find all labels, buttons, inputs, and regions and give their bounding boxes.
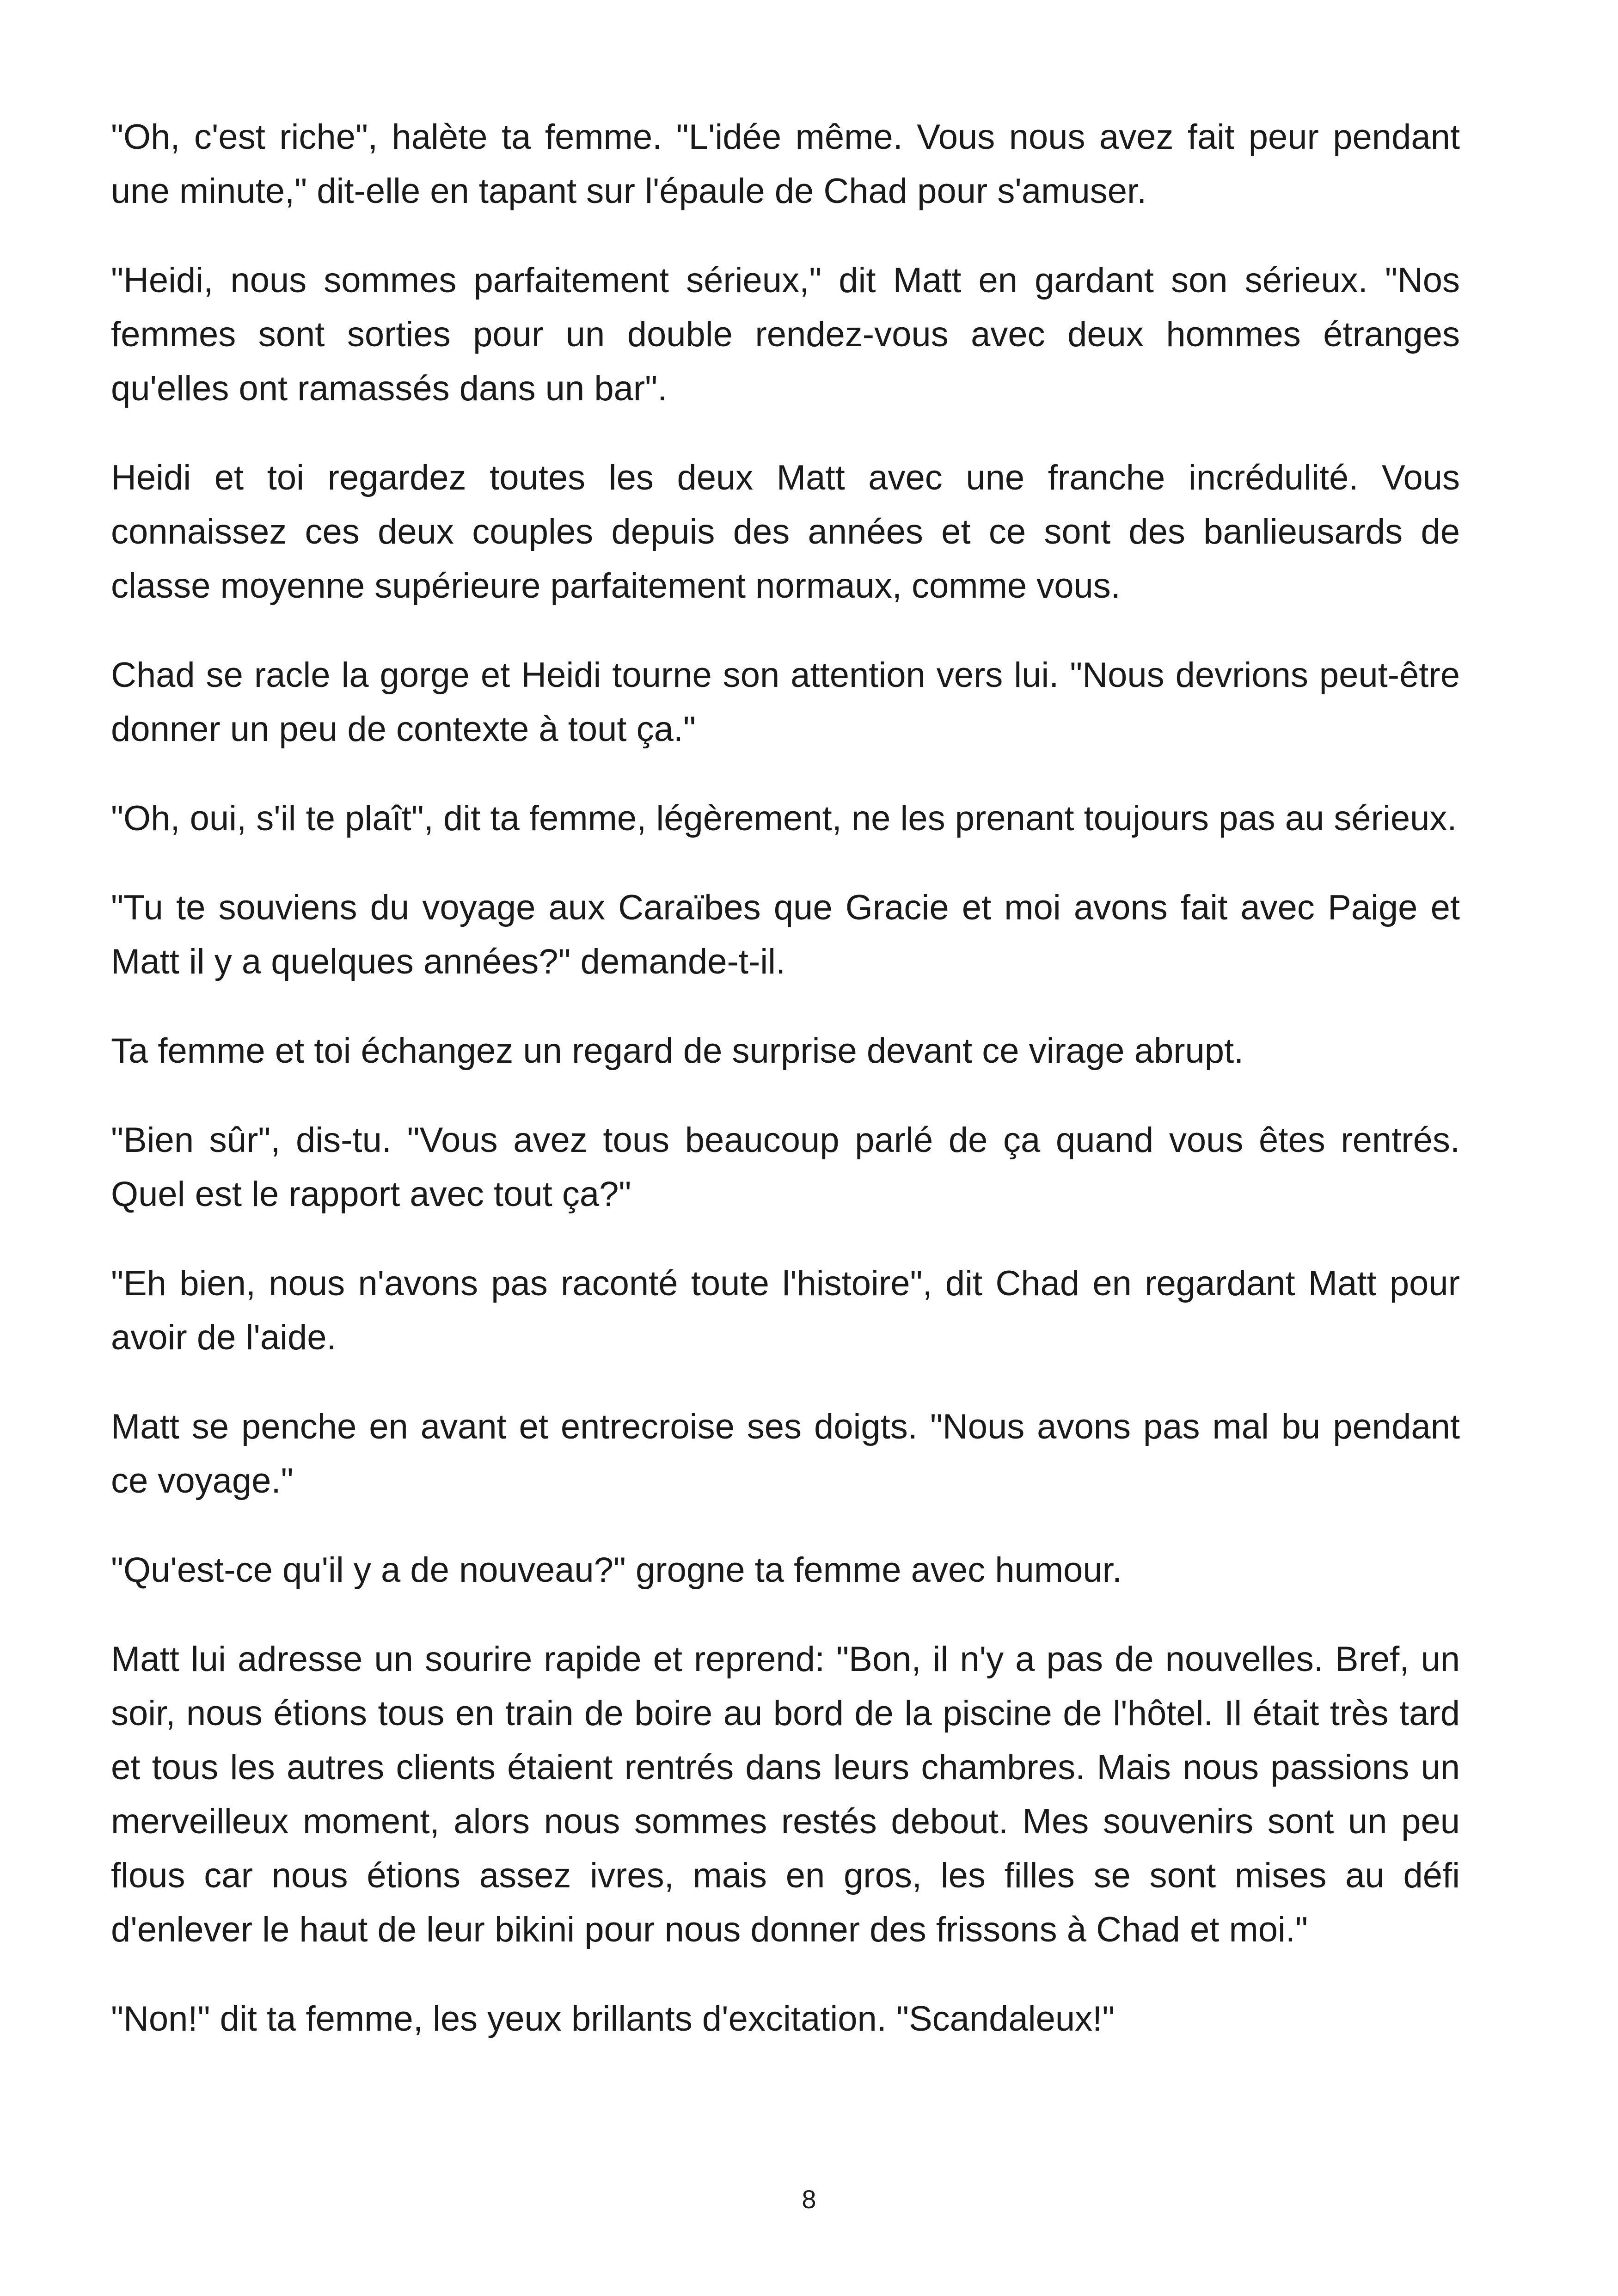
body-text [111, 110, 1460, 2081]
paragraph: "Oh, oui, s'il te plaît", dit ta femme, légèrement, ne les prenant toujours pas au sérieux. [111, 799, 1457, 838]
paragraph: "Eh bien, nous n'avons pas raconté toute l'histoire", dit Chad en regardant Matt pour avoir de l'aide. [111, 1264, 1460, 1357]
paragraph: Chad se racle la gorge et Heidi tourne son attention vers lui. "Nous devrions peut-être donner un peu de contexte à tout ça." [111, 655, 1460, 749]
paragraph: "Tu te souviens du voyage aux Caraïbes que Gracie et moi avons fait avec Paige et Matt il y a quelques années?" demande-t-il. [111, 888, 1460, 981]
paragraph: "Qu'est-ce qu'il y a de nouveau?" grogne ta femme avec humour. [111, 1550, 1122, 1590]
paragraph: Matt lui adresse un sourire rapide et reprend: "Bon, il n'y a pas de nouvelles. Bref, un soir, nous étions tous en train de boire au bord de la piscine de l'hôtel. Il était très tard et tous les autres clients étaient rentrés dans leurs chambres. Mais nous passions un merveilleux moment, alors nous sommes restés debout. Mes souvenirs sont un peu flous car nous étions assez ivres, mais en gros, les filles se sont mises au défi d'enlever le haut de leur bikini pour nous donner des frissons à Chad et moi." [111, 1640, 1460, 1949]
paragraph: "Non!" dit ta femme, les yeux brillants d'excitation. "Scandaleux!" [111, 1999, 1115, 2039]
page-number: 8 [802, 2185, 816, 2214]
paragraph: "Heidi, nous sommes parfaitement sérieux," dit Matt en gardant son sérieux. "Nos femmes sont sorties pour un double rendez-vous avec deux hommes étranges qu'elles ont ramassés dans un bar". [111, 261, 1460, 408]
paragraph: Matt se penche en avant et entrecroise ses doigts. "Nous avons pas mal bu pendant ce voyage." [111, 1407, 1460, 1500]
paragraph: Heidi et toi regardez toutes les deux Matt avec une franche incrédulité. Vous connaissez ces deux couples depuis des années et ce sont des banlieusards de classe moyenne supérieure parfaitement normaux, comme vous. [111, 458, 1460, 606]
paragraph: "Bien sûr", dis-tu. "Vous avez tous beaucoup parlé de ça quand vous êtes rentrés. Quel est le rapport avec tout ça?" [111, 1120, 1460, 1214]
paragraph: "Oh, c'est riche", halète ta femme. "L'idée même. Vous nous avez fait peur pendant une minute," dit-elle en tapant sur l'épaule de Chad pour s'amuser. [111, 117, 1460, 211]
paragraph: Ta femme et toi échangez un regard de surprise devant ce virage abrupt. [111, 1031, 1244, 1071]
